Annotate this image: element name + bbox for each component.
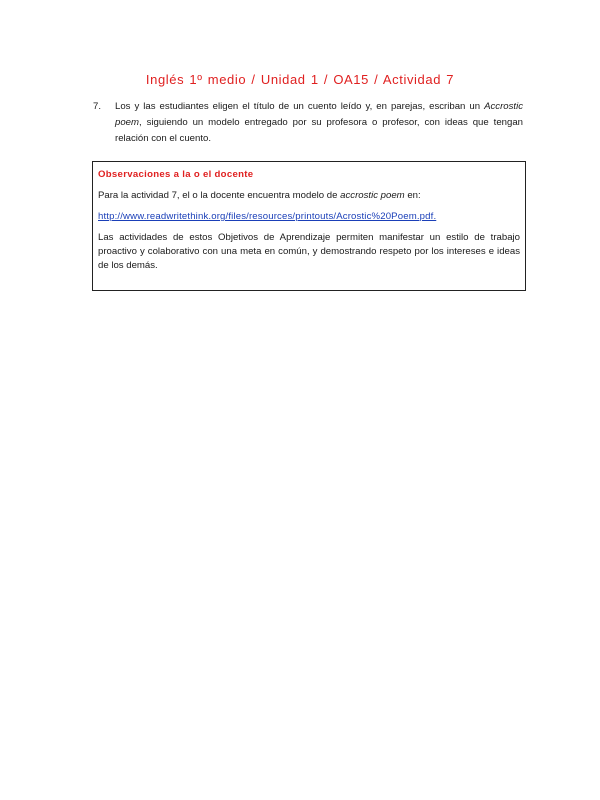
resource-link[interactable]: http://www.readwritethink.org/files/resources/printouts/Acrostic%20Poem.pdf. — [98, 211, 437, 222]
activity-text-end: , siguiendo un modelo entregado por su profesora o profesor, con ideas que tengan relación con el cuento. — [115, 117, 523, 144]
observations-title: Observaciones a la o el docente — [98, 169, 254, 180]
observations-intro-start: Para la actividad 7, el o la docente encuentra modelo de — [98, 190, 341, 201]
activity-item — [93, 99, 523, 147]
observations-term: accrostic poem — [340, 190, 405, 201]
observations-link-line — [98, 210, 520, 224]
observations-paragraph: Las actividades de estos Objetivos de Aprendizaje permiten manifestar un estilo de trabajo proactivo y colaborativo con una meta en común, y demostrando respeto por los intereses e ideas de los demás. — [98, 232, 520, 271]
observations-intro — [98, 189, 520, 203]
page-title: Inglés 1º medio / Unidad 1 / OA15 / Actividad 7 — [145, 72, 455, 87]
activity-text-start: Los y las estudiantes eligen el título de un cuento leído y, en parejas, escriban un — [115, 101, 485, 112]
observations-box — [92, 161, 526, 291]
activity-number: 7. — [93, 101, 102, 112]
activity-term: Accrostic poem — [115, 101, 523, 128]
activity-description — [115, 99, 523, 147]
observations-intro-end: en: — [404, 190, 421, 201]
